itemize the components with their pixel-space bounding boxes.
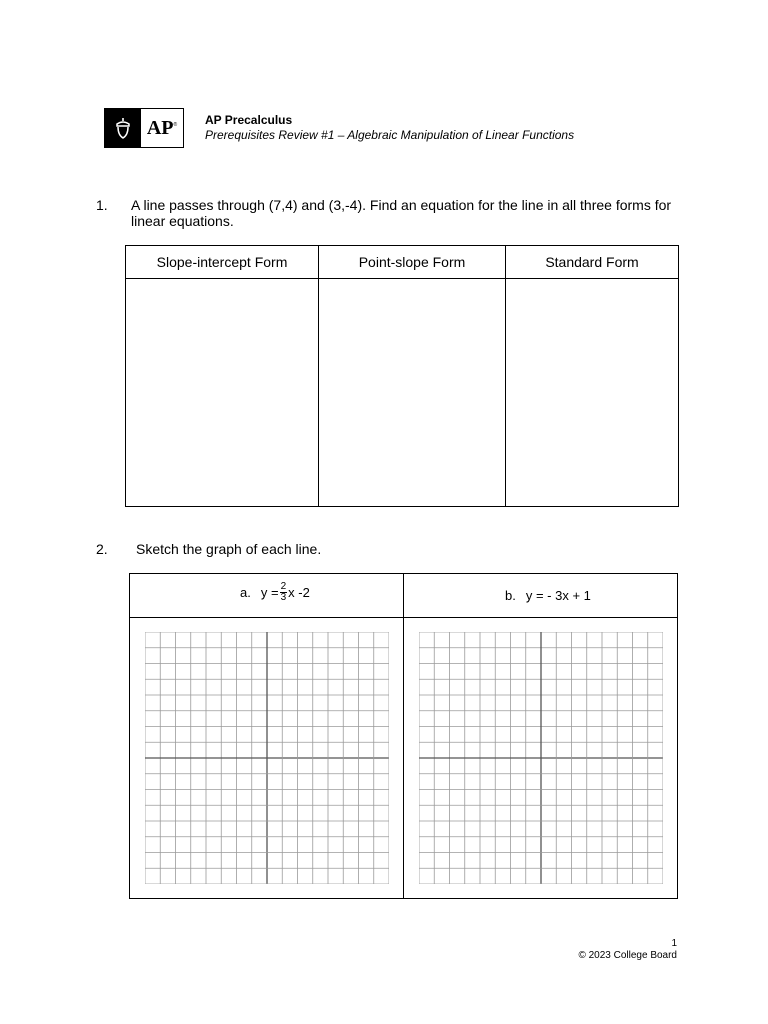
question-1-text-line1: A line passes through (7,4) and (3,-4). Find an equation for the line in all three forms for bbox=[131, 197, 672, 213]
equation-a-rhs: x -2 bbox=[288, 585, 310, 600]
column-divider bbox=[403, 574, 404, 898]
question-1-number: 1. bbox=[96, 197, 108, 213]
equation-a-lhs: y = bbox=[260, 585, 279, 600]
fraction-numerator: 2 bbox=[280, 581, 287, 592]
answer-slope-intercept[interactable] bbox=[126, 279, 319, 507]
worksheet-subtitle: Prerequisites Review #1 – Algebraic Manipulation of Linear Functions bbox=[205, 128, 575, 142]
equation-b bbox=[505, 588, 591, 603]
fraction-denominator: 3 bbox=[280, 592, 287, 603]
header-slope-intercept: Slope-intercept Form bbox=[126, 246, 319, 279]
header-point-slope: Point-slope Form bbox=[319, 246, 506, 279]
course-title: AP Precalculus bbox=[205, 113, 293, 127]
acorn-icon bbox=[105, 109, 141, 147]
ap-wordmark bbox=[141, 109, 183, 147]
equation-a bbox=[240, 582, 310, 603]
fraction-two-thirds bbox=[280, 582, 288, 603]
forms-table bbox=[125, 245, 679, 507]
part-a-label: a. bbox=[240, 585, 251, 600]
part-b-label: b. bbox=[505, 588, 516, 603]
ap-logo bbox=[104, 108, 184, 148]
equation-b-text: y = - 3x + 1 bbox=[525, 588, 591, 603]
header-standard: Standard Form bbox=[506, 246, 679, 279]
question-2-text: Sketch the graph of each line. bbox=[136, 541, 322, 557]
coordinate-grid-b[interactable] bbox=[419, 632, 663, 884]
row-divider bbox=[130, 617, 677, 618]
coordinate-grid-a[interactable] bbox=[145, 632, 389, 884]
ap-wordmark-text: AP bbox=[146, 116, 174, 139]
question-2-number: 2. bbox=[96, 541, 108, 557]
page-number: 1 bbox=[671, 938, 677, 949]
graph-table bbox=[129, 573, 678, 899]
registered-mark: ® bbox=[173, 122, 178, 128]
answer-standard[interactable] bbox=[506, 279, 679, 507]
answer-point-slope[interactable] bbox=[319, 279, 506, 507]
question-1-text-line2: linear equations. bbox=[131, 213, 234, 229]
copyright: © 2023 College Board bbox=[578, 950, 677, 961]
